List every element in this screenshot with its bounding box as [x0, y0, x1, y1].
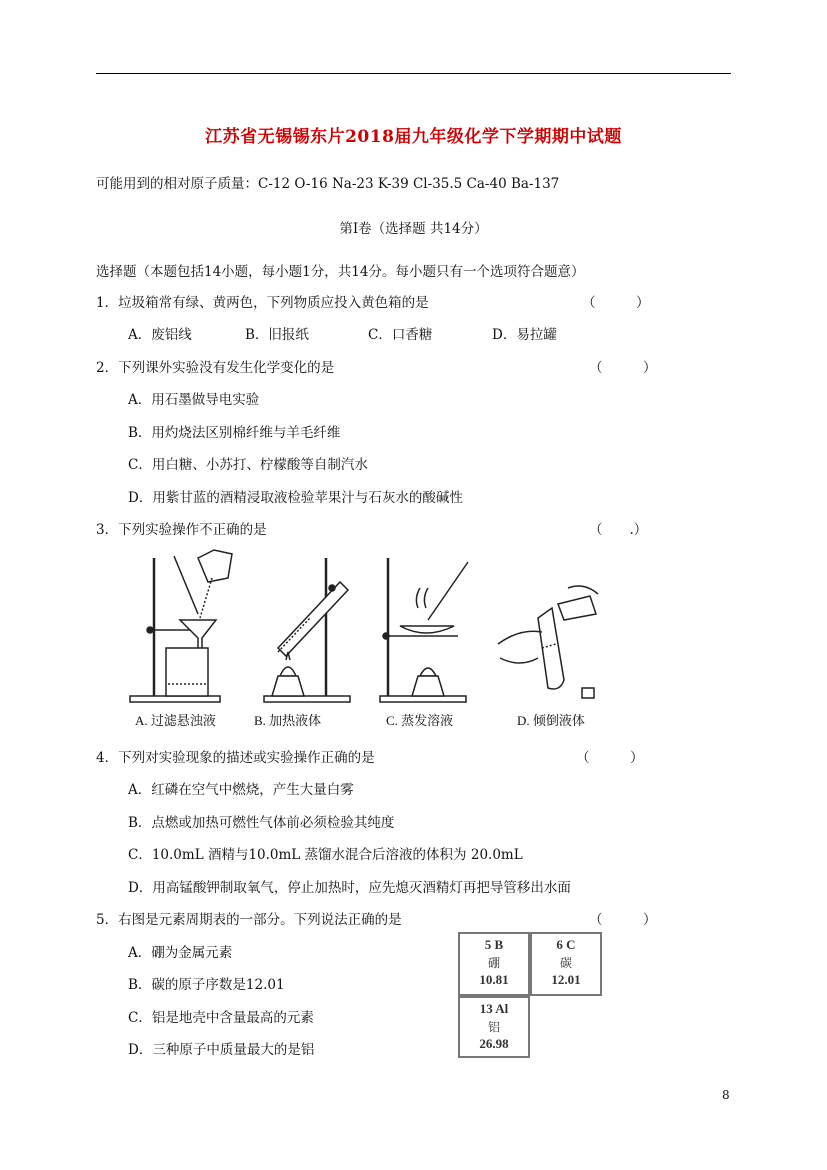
q1-option-d: D．易拉罐 [492, 327, 557, 343]
q5-option-b: B．碳的原子序数是12.01 [128, 977, 285, 993]
aluminium-name: 铝 [487, 1020, 500, 1034]
q3-text: 3．下列实验操作不正确的是 [96, 522, 267, 538]
q5-text: 5．右图是元素周期表的一部分。下列说法正确的是 [96, 912, 402, 928]
evaporation-apparatus [380, 558, 468, 702]
cell-boron [458, 932, 530, 996]
caption-c: C. 蒸发溶液 [386, 713, 454, 728]
q4-answer-paren: （ ） [576, 750, 644, 766]
q3-answer-paren: （ .） [589, 522, 648, 538]
document-title: 江苏省无锡锡东片2018届九年级化学下学期期中试题 [205, 127, 622, 147]
carbon-mass: 12.01 [551, 972, 581, 987]
aluminium-number-symbol: 13 Al [479, 1001, 509, 1016]
boron-mass: 10.81 [479, 972, 509, 987]
q2-answer-paren: （ ） [589, 360, 657, 376]
pouring-liquid-apparatus [498, 586, 598, 698]
q2-option-b: B．用灼烧法区别棉纤维与羊毛纤维 [128, 425, 341, 441]
aluminium-mass: 26.98 [479, 1036, 509, 1051]
q4-option-b: B．点燃或加热可燃性气体前必须检验其纯度 [128, 815, 395, 831]
header-rule [96, 73, 731, 74]
heating-liquid-apparatus [264, 558, 350, 702]
q2-option-c: C．用白糖、小苏打、柠檬酸等自制汽水 [128, 457, 368, 473]
q2-option-a: A．用石墨做导电实验 [128, 392, 260, 408]
q4-option-a: A．红磷在空气中燃烧，产生大量白雾 [128, 782, 354, 798]
caption-d: D. 倾倒液体 [517, 713, 585, 728]
q5-answer-paren: （ ） [589, 912, 657, 928]
q4-text: 4．下列对实验现象的描述或实验操作正确的是 [96, 750, 375, 766]
q5-option-c: C．铝是地壳中含量最高的元素 [128, 1010, 314, 1026]
q1-answer-paren: （ ） [582, 295, 650, 311]
q1-option-a: A．废铝线 [128, 327, 192, 343]
boron-name: 硼 [487, 956, 500, 970]
instructions: 选择题（本题包括14小题，每小题1分，共14分。每小题只有一个选项符合题意） [96, 264, 585, 280]
boron-number-symbol: 5 B [484, 937, 504, 952]
caption-a: A. 过滤悬浊液 [135, 713, 216, 728]
cell-carbon [530, 932, 602, 996]
q1-text: 1．垃圾箱常有绿、黄两色，下列物质应投入黄色箱的是 [96, 295, 429, 311]
cell-aluminium [458, 996, 530, 1058]
carbon-name: 碳 [559, 956, 572, 970]
atomic-masses: 可能用到的相对原子质量：C-12 O-16 Na-23 K-39 Cl-35.5 Ca-40 Ba-137 [96, 176, 560, 192]
section-title: 第Ⅰ卷（选择题 共14分） [339, 221, 488, 237]
q5-option-d: D．三种原子中质量最大的是铝 [128, 1042, 315, 1058]
caption-b: B. 加热液体 [254, 713, 322, 728]
page-number: 8 [722, 1088, 730, 1102]
q1-option-c: C．口香糖 [368, 327, 433, 343]
q2-option-d: D．用紫甘蓝的酒精浸取液检验苹果汁与石灰水的酸碱性 [128, 490, 463, 506]
q1-option-b: B．旧报纸 [245, 327, 309, 343]
q5-option-a: A．硼为金属元素 [128, 945, 233, 961]
q2-text: 2．下列课外实验没有发生化学变化的是 [96, 360, 335, 376]
q4-option-c: C．10.0mL 酒精与10.0mL 蒸馏水混合后溶液的体积为 20.0mL [128, 847, 523, 863]
periodic-table-fragment [458, 932, 606, 1058]
filtration-apparatus [130, 550, 232, 702]
q4-option-d: D．用高锰酸钾制取氧气，停止加热时，应先熄灭酒精灯再把导管移出水面 [128, 880, 571, 896]
carbon-number-symbol: 6 C [556, 937, 576, 952]
